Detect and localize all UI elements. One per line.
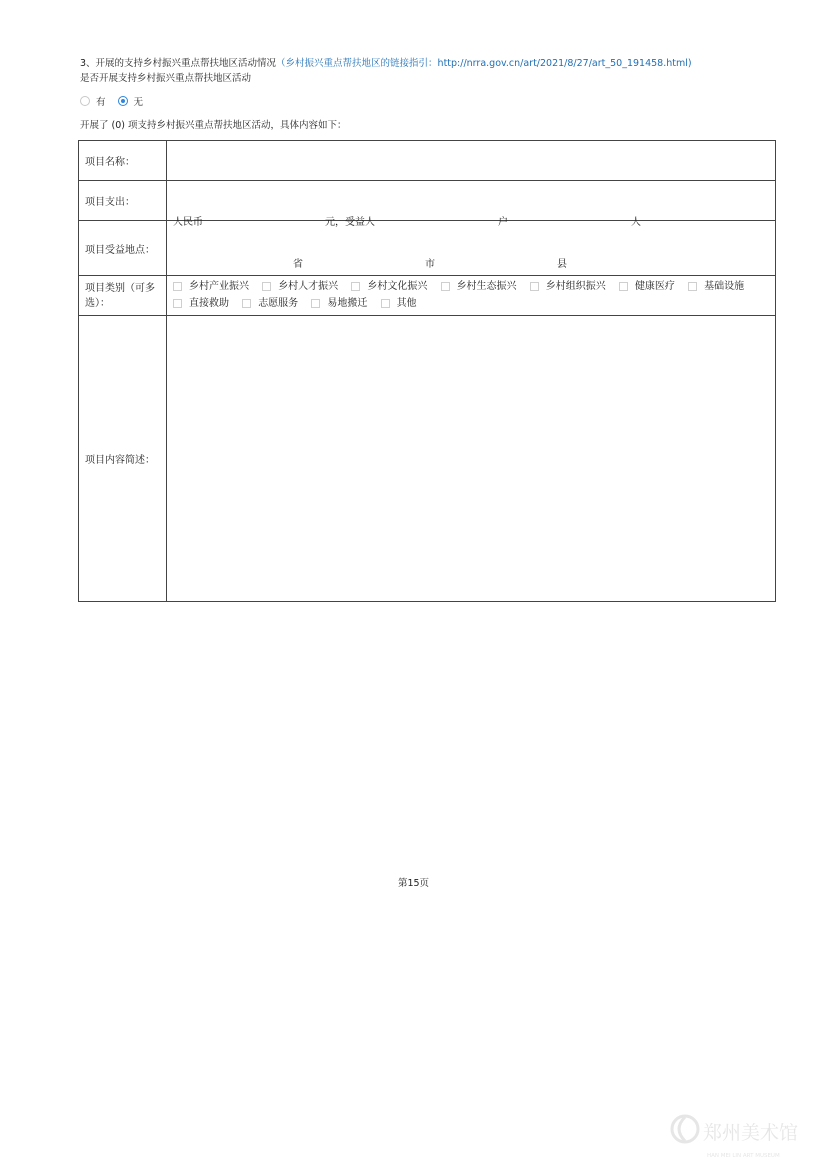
activity-radio-group [80,94,155,108]
category-checkbox[interactable] [688,279,744,294]
project-location-field[interactable] [167,221,776,276]
project-category-label: 项目类别（可多选）： [79,276,167,316]
checkbox-icon [173,282,182,291]
category-checkbox[interactable] [242,296,298,311]
category-label: 乡村文化振兴 [367,280,428,292]
row-project-location [79,221,776,276]
checkbox-icon [351,282,360,291]
row-project-description [79,316,776,602]
project-expense-field[interactable] [167,181,776,228]
category-checkbox[interactable] [619,279,675,294]
watermark-main-text: 郑州美术馆 [703,1122,799,1144]
radio-no-label: 无 [133,97,144,108]
category-label: 基础设施 [704,280,745,292]
category-checkbox[interactable] [311,296,367,311]
category-label: 乡村生态振兴 [456,280,517,292]
yuan-beneficiary-label: 元，受益人 [325,216,375,228]
checkbox-icon [619,282,628,291]
project-expense-label: 项目支出： [79,181,167,221]
radio-no[interactable] [118,96,128,106]
row-project-expense [79,181,776,221]
category-label: 健康医疗 [634,280,675,292]
county-label: 县 [557,259,567,270]
checkbox-icon [173,299,182,308]
project-location-label: 项目受益地点： [79,221,167,276]
checkbox-icon [311,299,320,308]
category-checkbox[interactable] [262,279,338,294]
category-checkbox[interactable] [441,279,517,294]
project-form-table [78,140,776,602]
row-project-category [79,276,776,316]
section-title-text: 3、开展的支持乡村振兴重点帮扶地区活动情况 [80,58,277,69]
checkbox-icon [441,282,450,291]
project-description-label: 项目内容简述： [79,316,167,602]
question-text: 是否开展支持乡村振兴重点帮扶地区活动 [80,73,252,84]
checkbox-icon [242,299,251,308]
household-label: 户 [498,216,508,228]
category-label: 乡村组织振兴 [545,280,606,292]
project-name-label: 项目名称： [79,141,167,181]
category-checkbox[interactable] [173,279,249,294]
checkbox-icon [530,282,539,291]
category-label: 乡村人才振兴 [278,280,339,292]
activity-summary: 开展了 (0) 项支持乡村振兴重点帮扶地区活动，具体内容如下： [80,120,347,131]
museum-watermark [665,1105,825,1165]
category-checkbox-group [173,279,769,313]
category-label: 其他 [396,297,417,309]
radio-yes-label: 有 [96,97,106,108]
project-name-field[interactable] [167,141,776,181]
city-label: 市 [425,259,435,270]
checkbox-icon [381,299,390,308]
person-label: 人 [631,216,641,228]
category-checkbox[interactable] [351,279,427,294]
category-label: 乡村产业振兴 [189,280,249,292]
link-guide-text[interactable]: （乡村振兴重点帮扶地区的链接指引：http://nrra.gov.cn/art/2021/8/27/art_50_191458.html) [276,58,692,69]
page-number: 第15页 [397,878,430,889]
section-title [80,55,800,69]
category-label: 直接救助 [189,297,229,309]
currency-label: 人民币 [173,216,203,228]
category-label: 易地搬迁 [327,297,368,309]
watermark-sub-text: HAN MEI LIN ART MUSEUM [707,1153,780,1159]
province-label: 省 [293,259,303,270]
category-label: 志愿服务 [258,297,299,309]
checkbox-icon [262,282,271,291]
category-checkbox[interactable] [173,296,229,311]
project-category-field [167,276,776,316]
project-description-field[interactable] [167,316,776,602]
checkbox-icon [688,282,697,291]
row-project-name [79,141,776,181]
category-checkbox[interactable] [381,296,417,311]
radio-yes[interactable] [80,96,90,106]
watermark-logo-icon [665,1105,825,1165]
category-checkbox[interactable] [530,279,606,294]
